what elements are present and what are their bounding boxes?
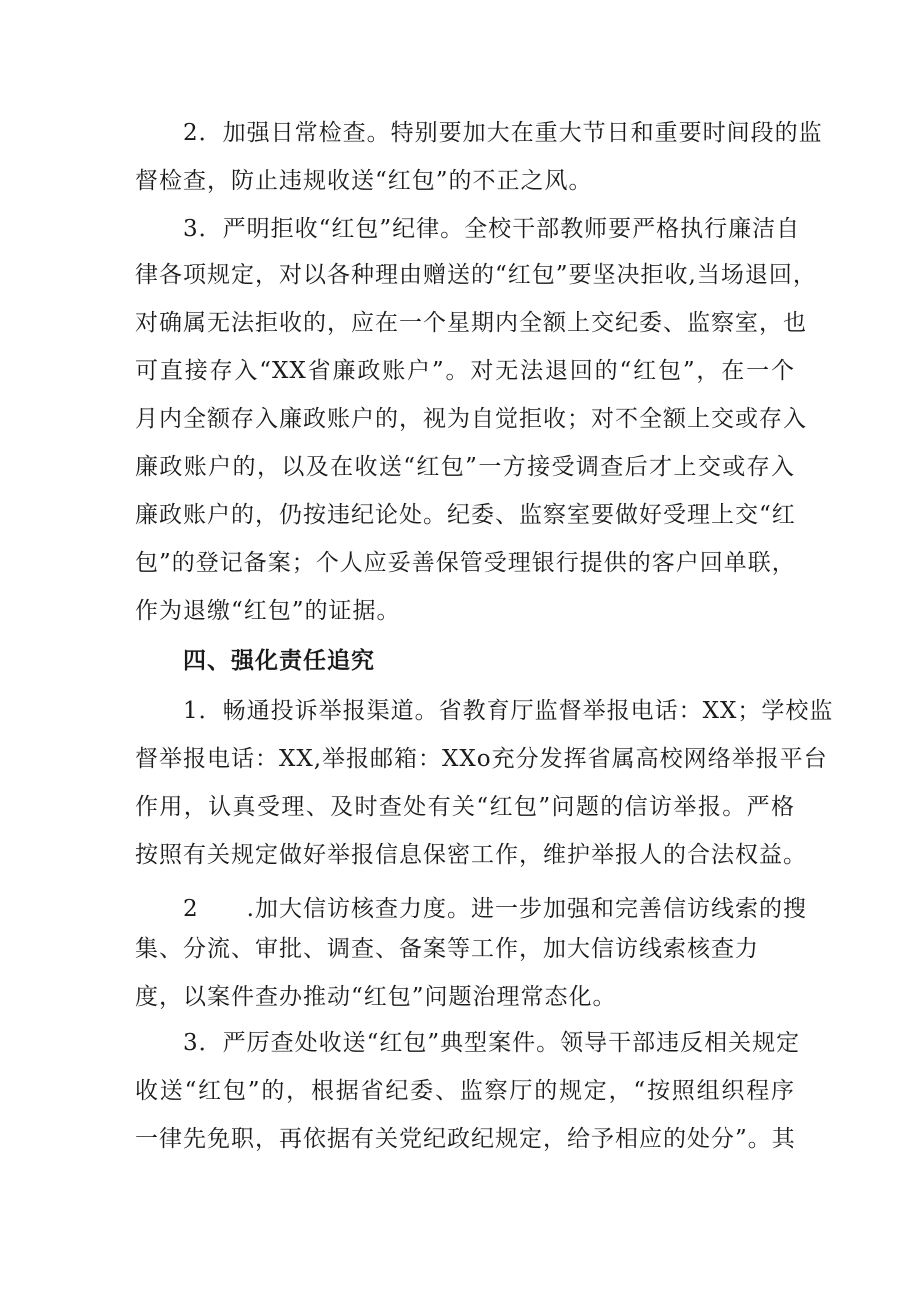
paragraph-reporting-line-1: 1．畅通投诉举报渠道。省教育厅监督举报电话：XX；学校监 [183, 698, 834, 724]
paragraph-reporting-line-2: 督举报电话：XX,举报邮箱：XXo充分发挥省属高校网络举报平台 [135, 746, 828, 772]
paragraph-cases-line-3: 一律先免职，再依据有关党纪政纪规定，给予相应的处分”。其 [135, 1126, 796, 1152]
paragraph-inspection-line-1: 2．加强日常检查。特别要加大在重大节日和重要时间段的监 [183, 120, 823, 146]
paragraph-discipline-line-2: 律各项规定，对以各种理由赠送的“红包”要坚决拒收,当场退回， [135, 262, 817, 288]
paragraph-inspection-line-2: 督检查，防止违规收送“红包”的不正之风。 [135, 168, 593, 194]
paragraph-petition-line-3: 度，以案件查办推动“红包”问题治理常态化。 [135, 984, 617, 1010]
paragraph-discipline-line-1: 3．严明拒收“红包”纪律。全校干部教师要严格执行廉洁自 [183, 216, 801, 242]
paragraph-discipline-line-3: 对确属无法拒收的，应在一个星期内全额上交纪委、监察室，也 [135, 310, 807, 336]
paragraph-discipline-line-5: 月内全额存入廉政账户的，视为自觉拒收；对不全额上交或存入 [135, 406, 807, 432]
paragraph-petition-line-2: 集、分流、审批、调查、备案等工作，加大信访线索核查力 [135, 936, 759, 962]
paragraph-petition-line-1: 2 .加大信访核查力度。进一步加强和完善信访线索的搜 [183, 896, 807, 922]
paragraph-discipline-line-6: 廉政账户的，以及在收送“红包”一方接受调查后才上交或存入 [135, 454, 795, 480]
paragraph-cases-line-1: 3．严厉查处收送“红包”典型案件。领导干部违反相关规定 [183, 1030, 801, 1056]
section-heading: 四、强化责任追究 [183, 648, 375, 674]
paragraph-reporting-line-3: 作用，认真受理、及时查处有关“红包”问题的信访举报。严格 [135, 794, 795, 820]
paragraph-discipline-line-4: 可直接存入“XX省廉政账户”。对无法退回的“红包”，在一个 [135, 358, 795, 384]
paragraph-reporting-line-4: 按照有关规定做好举报信息保密工作，维护举报人的合法权益。 [135, 842, 807, 868]
paragraph-cases-line-2: 收送“红包”的，根据省纪委、监察厅的规定，“按照组织程序 [135, 1078, 795, 1104]
paragraph-discipline-line-7: 廉政账户的，仍按违纪论处。纪委、监察室要做好受理上交“红 [135, 502, 796, 528]
paragraph-discipline-line-8: 包”的登记备案；个人应妥善保管受理银行提供的客户回单联， [135, 550, 796, 576]
paragraph-discipline-line-9: 作为退缴“红包”的证据。 [135, 598, 401, 624]
